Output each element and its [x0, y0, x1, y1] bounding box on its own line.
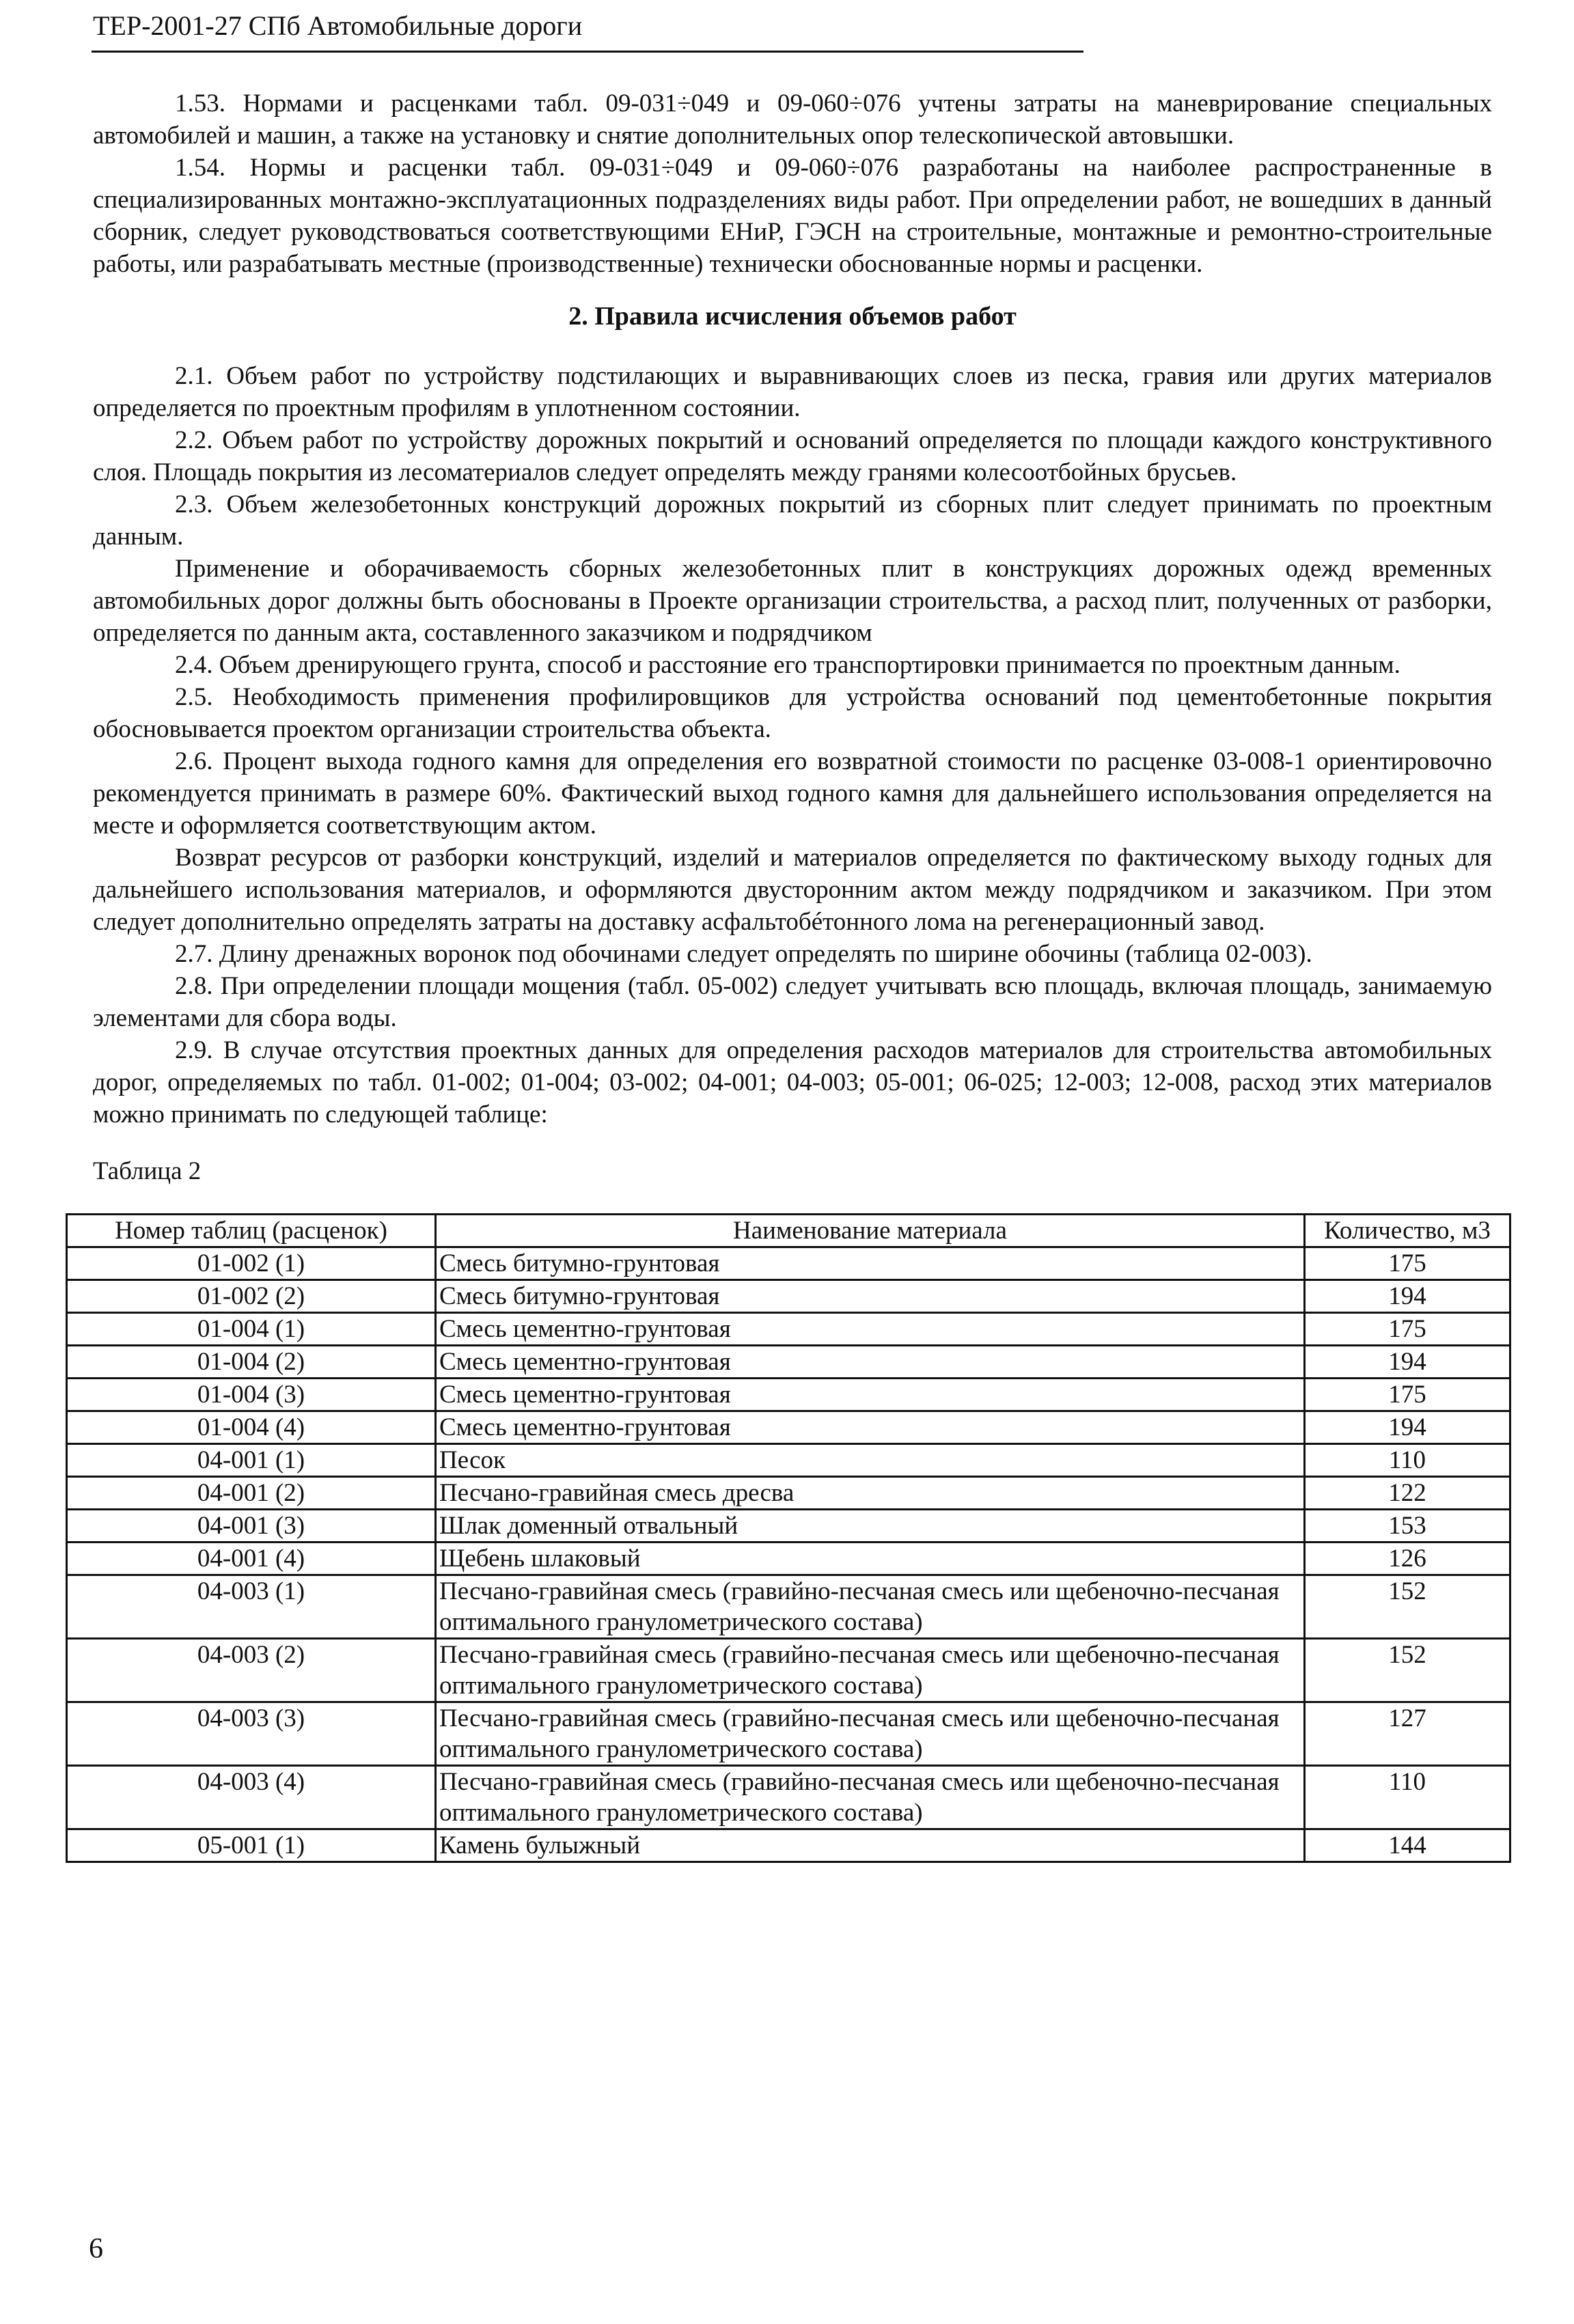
cell-material-name: Смесь битумно-грунтовая	[436, 1280, 1305, 1313]
cell-material-name: Песчано-гравийная смесь (гравийно-песчаная смесь или щебеночно-песчаная оптимального гранулометрического состава)	[436, 1575, 1305, 1639]
section-title: 2. Правила исчисления объемов работ	[568, 302, 1017, 331]
cell-material-name: Смесь цементно-грунтовая	[436, 1411, 1305, 1444]
cell-material-name: Смесь битумно-грунтовая	[436, 1247, 1305, 1280]
paragraph-1-54: 1.54. Нормы и расценки табл. 09-031÷049 и 09-060÷076 разработаны на наиболее распространенные в специализированных монтажно-эксплуатационных подразделениях виды работ. При определении работ, не вошедших в данный сборник, следует руководствоваться соответствующими ЕНиР, ГЭСН на строительные, монтажные и ремонтно-строительные работы, или разрабатывать местные (производственные) технически обоснованные нормы и расценки.	[93, 154, 1492, 278]
paragraph-2-6: 2.6. Процент выхода годного камня для определения его возвратной стоимости по расценке 03-008-1 ориентировочно рекомендуется принимать в размере 60%. Фактический выход годного камня для дальнейшего использования определяется на месте и оформляется соответствующим актом.	[93, 747, 1492, 840]
cell-table-number: 04-001 (3)	[67, 1510, 436, 1543]
paragraph-2-2: 2.2. Объем работ по устройству дорожных покрытий и оснований определяется по площади каждого конструктивного слоя. Площадь покрытия из лесоматериалов следует определять между гранями колесоотбойных брусьев.	[93, 426, 1492, 486]
paragraph-2-4: 2.4. Объем дренирующего грунта, способ и расстояние его транспортировки принимается по проектным данным.	[175, 651, 1400, 679]
cell-table-number: 04-001 (1)	[67, 1444, 436, 1477]
cell-quantity: 194	[1305, 1411, 1510, 1444]
table-row	[67, 1313, 1510, 1346]
paragraph-2-1: 2.1. Объем работ по устройству подстилающих и выравнивающих слоев из песка, гравия или других материалов определяется по проектным профилям в уплотненном состоянии.	[93, 362, 1492, 422]
cell-quantity: 153	[1305, 1510, 1510, 1543]
cell-table-number: 04-003 (2)	[67, 1639, 436, 1702]
cell-material-name: Песчано-гравийная смесь (гравийно-песчаная смесь или щебеночно-песчаная оптимального гранулометрического состава)	[436, 1639, 1305, 1702]
cell-table-number: 01-004 (2)	[67, 1346, 436, 1379]
paragraph-2-5: 2.5. Необходимость применения профилировщиков для устройства оснований под цементобетонные покрытия обосновывается проектом организации строительства объекта.	[93, 683, 1492, 743]
table-row	[67, 1543, 1510, 1575]
cell-material-name: Песок	[436, 1444, 1305, 1477]
table-body	[67, 1247, 1510, 1862]
cell-quantity: 152	[1305, 1639, 1510, 1702]
cell-quantity: 175	[1305, 1313, 1510, 1346]
header-material-name: Наименование материала	[436, 1215, 1305, 1247]
table-row	[67, 1766, 1510, 1829]
header-quantity: Количество, м3	[1305, 1215, 1510, 1247]
cell-material-name: Смесь цементно-грунтовая	[436, 1346, 1305, 1379]
materials-table	[66, 1213, 1511, 1863]
table-header-row	[67, 1215, 1510, 1247]
paragraph-2-3-continued: Применение и оборачиваемость сборных железобетонных плит в конструкциях дорожных одежд временных автомобильных дорог должны быть обоснованы в Проекте организации строительства, а расход плит, полученных от разборки, определяется по данным акта, составленного заказчиком и подрядчиком	[93, 555, 1492, 647]
paragraph-2-9: 2.9. В случае отсутствия проектных данных для определения расходов материалов для строительства автомобильных дорог, определяемых по табл. 01-002; 01-004; 03-002; 04-001; 04-003; 05-001; 06-025; 12-003; 12-008, расход этих материалов можно принимать по следующей таблице:	[93, 1036, 1492, 1129]
cell-quantity: 152	[1305, 1575, 1510, 1639]
cell-quantity: 144	[1305, 1829, 1510, 1862]
table-row	[67, 1411, 1510, 1444]
cell-table-number: 05-001 (1)	[67, 1829, 436, 1862]
cell-table-number: 04-001 (2)	[67, 1477, 436, 1510]
cell-table-number: 04-003 (1)	[67, 1575, 436, 1639]
cell-quantity: 122	[1305, 1477, 1510, 1510]
cell-table-number: 01-002 (1)	[67, 1247, 436, 1280]
table-row	[67, 1575, 1510, 1639]
paragraph-2-7: 2.7. Длину дренажных воронок под обочинами следует определять по ширине обочины (таблица 02-003).	[175, 940, 1312, 968]
header-table-number: Номер таблиц (расценок)	[67, 1215, 436, 1247]
table-row	[67, 1346, 1510, 1379]
cell-material-name: Щебень шлаковый	[436, 1543, 1305, 1575]
table-row	[67, 1280, 1510, 1313]
table-row	[67, 1444, 1510, 1477]
cell-table-number: 04-003 (3)	[67, 1702, 436, 1766]
cell-quantity: 110	[1305, 1444, 1510, 1477]
page-header-title: ТЕР-2001-27 СПб Автомобильные дороги	[93, 10, 583, 41]
page-number: 6	[89, 2233, 103, 2265]
cell-quantity: 110	[1305, 1766, 1510, 1829]
paragraph-1-53: 1.53. Нормами и расценками табл. 09-031÷049 и 09-060÷076 учтены затраты на маневрирование специальных автомобилей и машин, а также на установку и снятие дополнительных опор телескопической автовышки.	[93, 89, 1492, 150]
table-row	[67, 1379, 1510, 1411]
cell-table-number: 01-004 (4)	[67, 1411, 436, 1444]
cell-table-number: 01-004 (3)	[67, 1379, 436, 1411]
paragraph-2-8: 2.8. При определении площади мощения (табл. 05-002) следует учитывать всю площадь, включая площадь, занимаемую элементами для сбора воды.	[93, 972, 1492, 1032]
cell-quantity: 127	[1305, 1702, 1510, 1766]
cell-table-number: 01-002 (2)	[67, 1280, 436, 1313]
cell-quantity: 175	[1305, 1379, 1510, 1411]
table-row	[67, 1702, 1510, 1766]
cell-quantity: 194	[1305, 1280, 1510, 1313]
cell-quantity: 175	[1305, 1247, 1510, 1280]
cell-material-name: Камень булыжный	[436, 1829, 1305, 1862]
header-divider	[92, 51, 1083, 53]
paragraph-2-6-continued: Возврат ресурсов от разборки конструкций, изделий и материалов определяется по фактическому выходу годных для дальнейшего использования материалов, и оформляются двусторонним актом между подрядчиком и заказчиком. При этом следует дополнительно определять затраты на доставку асфальтобéтонного лома на регенерационный завод.	[93, 844, 1492, 936]
paragraph-2-3: 2.3. Объем железобетонных конструкций дорожных покрытий из сборных плит следует принимать по проектным данным.	[93, 490, 1492, 551]
cell-material-name: Смесь цементно-грунтовая	[436, 1313, 1305, 1346]
table-row	[67, 1247, 1510, 1280]
table-row	[67, 1829, 1510, 1862]
cell-quantity: 126	[1305, 1543, 1510, 1575]
table-caption: Таблица 2	[93, 1157, 202, 1185]
cell-table-number: 01-004 (1)	[67, 1313, 436, 1346]
cell-table-number: 04-003 (4)	[67, 1766, 436, 1829]
cell-material-name: Шлак доменный отвальный	[436, 1510, 1305, 1543]
table-row	[67, 1639, 1510, 1702]
document-body	[93, 87, 1492, 1863]
cell-material-name: Песчано-гравийная смесь (гравийно-песчаная смесь или щебеночно-песчаная оптимального гранулометрического состава)	[436, 1766, 1305, 1829]
cell-material-name: Смесь цементно-грунтовая	[436, 1379, 1305, 1411]
table-row	[67, 1510, 1510, 1543]
cell-material-name: Песчано-гравийная смесь (гравийно-песчаная смесь или щебеночно-песчаная оптимального гранулометрического состава)	[436, 1702, 1305, 1766]
cell-table-number: 04-001 (4)	[67, 1543, 436, 1575]
table-row	[67, 1477, 1510, 1510]
cell-material-name: Песчано-гравийная смесь дресва	[436, 1477, 1305, 1510]
cell-quantity: 194	[1305, 1346, 1510, 1379]
